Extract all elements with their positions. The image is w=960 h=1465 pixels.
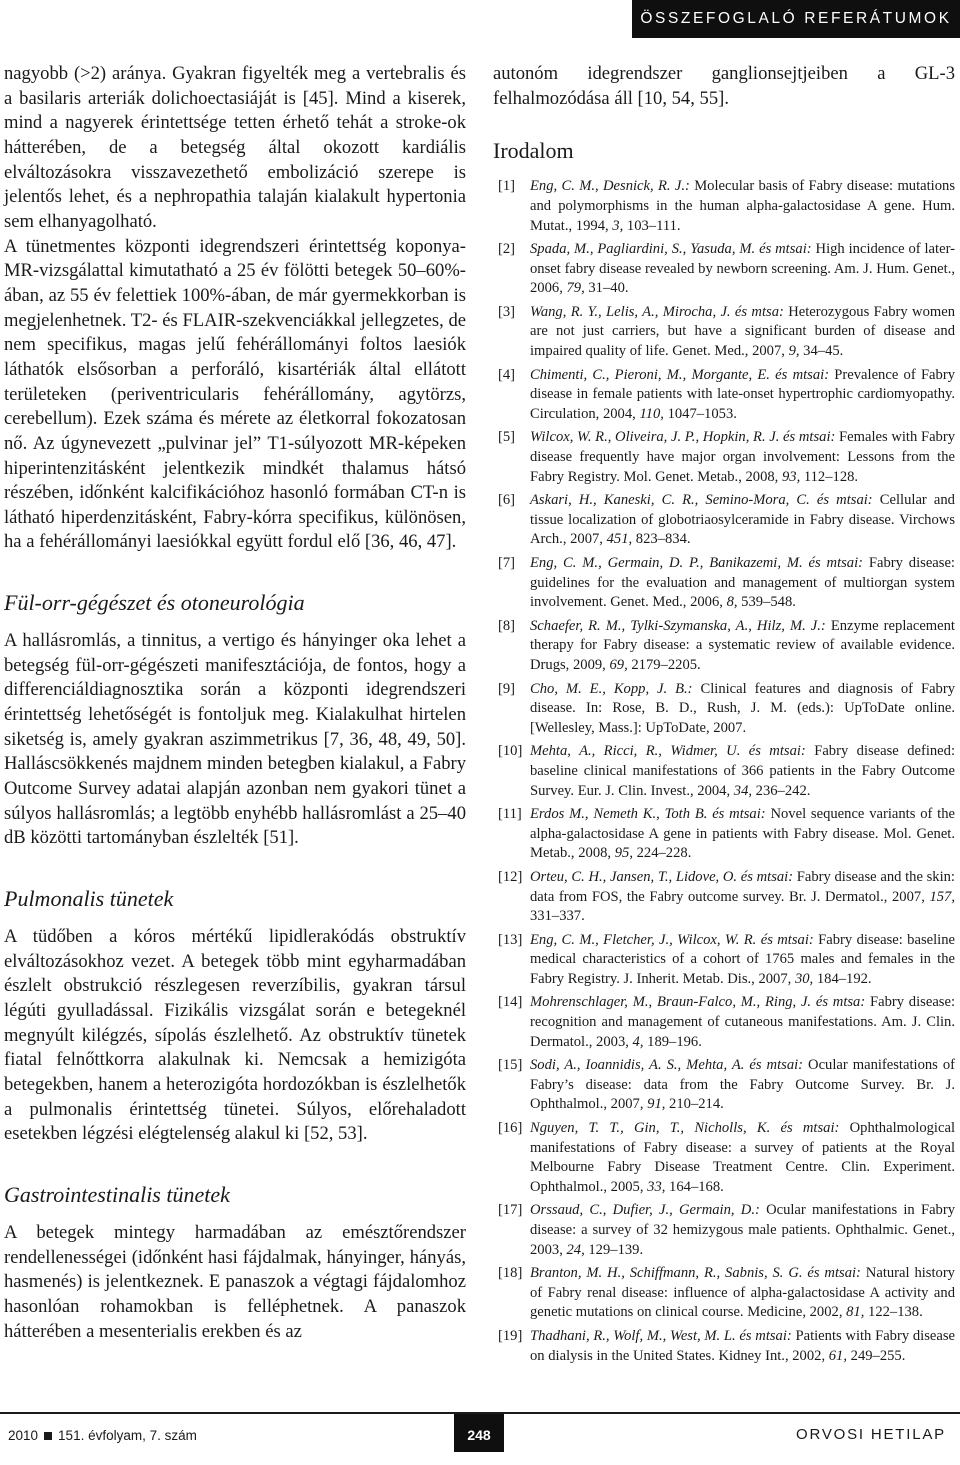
reference-authors: Wilcox, W. R., Oliveira, J. P., Hopkin, R. J. és mtsai: [530, 429, 836, 446]
reference-number: [12] [498, 868, 523, 885]
reference-volume: 24, [566, 1241, 585, 1258]
reference-authors: Erdos M., Nemeth K., Toth B. és mtsai: [530, 806, 766, 823]
reference-number: [15] [498, 1057, 523, 1074]
reference-authors: Wang, R. Y., Lelis, A., Mirocha, J. és mtsa: [530, 303, 784, 320]
reference-pages: 331–337. [530, 908, 585, 925]
paragraph-gastrointestinal: A betegek mintegy harmadában az emésztőrendszer rendellenességei (időnként hasi fájdalmak, hányinger, hányás, hasmenés) is jelentkeznek. E panaszok a végtagi fájdalomhoz hasonlóan rohamokban is felléphetnek. A panaszok hátterében a mesenterialis erekben és az [4, 1221, 466, 1342]
reference-pages: 34–45. [799, 343, 844, 360]
reference-item [493, 240, 955, 299]
reference-item [493, 366, 955, 425]
reference-text: Ocular manifestations of Fabry’s disease: data from the Fabry Outcome Survey. Br. J. Ophthalmol., 2007, [530, 1057, 956, 1113]
reference-number: [19] [498, 1327, 523, 1344]
reference-item [493, 931, 955, 990]
reference-number: [2] [498, 241, 516, 258]
reference-pages: 103–111. [623, 217, 681, 234]
reference-item [493, 993, 955, 1052]
reference-authors: Thadhani, R., Wolf, M., West, M. L. és mtsai: [530, 1327, 792, 1344]
paragraph-continuation: autonóm idegrendszer ganglionsejtjeiben a GL-3 felhalmozódása áll [10, 54, 55]. [493, 63, 955, 109]
left-column [4, 62, 466, 1344]
reference-text: Cellular and tissue localization of globotriaosylceramide in Fabry disease. Virchows Arch., 2007, [530, 492, 955, 548]
reference-authors: Eng, C. M., Desnick, R. J.: [530, 178, 690, 195]
reference-pages: 164–168. [665, 1178, 724, 1195]
reference-number: [14] [498, 994, 523, 1011]
reference-number: [8] [498, 617, 516, 634]
reference-pages: 129–139. [584, 1241, 644, 1258]
reference-pages: 539–548. [737, 594, 796, 611]
reference-volume: 451, [606, 531, 633, 548]
reference-item [493, 491, 955, 550]
reference-authors: Cho, M. E., Kopp, J. B.: [530, 680, 693, 697]
reference-item [493, 554, 955, 613]
reference-text: Fabry disease: recognition and management of cutaneous manifestations. Am. J. Clin. Dermatol., 2003, [530, 994, 956, 1050]
reference-number: [11] [498, 806, 522, 823]
reference-authors: Chimenti, C., Pieroni, M., Morgante, E. és mtsai: [530, 366, 830, 383]
reference-pages: 224–228. [632, 845, 692, 862]
reference-volume: 9, [788, 343, 800, 360]
reference-authors: Spada, M., Pagliardini, S., Yasuda, M. és mtsai: [530, 241, 812, 258]
reference-volume: 30, [794, 970, 814, 987]
reference-volume: 3, [612, 217, 624, 234]
reference-item [493, 177, 955, 236]
reference-number: [4] [498, 366, 516, 383]
reference-item [493, 742, 955, 801]
reference-text: Prevalence of Fabry disease in female patients with late-onset hypertrophic cardiomyopathy. Circulation, 2004, [530, 366, 955, 422]
reference-text: Natural history of Fabry renal disease: influence of alpha-galactosidase A activity and genetic mutations on clinical course. Medicine, 2002, [530, 1265, 955, 1321]
reference-authors: Eng, C. M., Fletcher, J., Wilcox, W. R. és mtsai: [530, 931, 814, 948]
reference-pages: 189–196. [643, 1033, 702, 1050]
reference-authors: Nguyen, T. T., Gin, T., Nicholls, K. és mtsai: [530, 1120, 840, 1137]
reference-pages: 122–138. [864, 1304, 923, 1321]
heading-references: Irodalom [493, 138, 574, 164]
reference-number: [16] [498, 1120, 523, 1137]
journal-name: ORVOSI HETILAP [796, 1426, 946, 1443]
reference-volume: 34, [733, 782, 753, 799]
reference-volume: 81, [846, 1304, 865, 1321]
reference-item [493, 428, 955, 487]
reference-item [493, 868, 955, 927]
reference-number: [18] [498, 1265, 523, 1282]
reference-number: [9] [498, 680, 516, 697]
reference-authors: Branton, M. H., Schiffmann, R., Sabnis, S. G. és mtsai: [530, 1265, 861, 1282]
reference-volume: 61, [828, 1347, 847, 1364]
reference-text: Patients with Fabry disease on dialysis in the United States. Kidney Int., 2002, [530, 1327, 955, 1364]
issue-volume: 151. évfolyam, 7. szám [58, 1428, 197, 1443]
reference-item [493, 1264, 955, 1323]
reference-item [493, 617, 955, 676]
reference-pages: 236–242. [752, 782, 811, 799]
reference-number: [7] [498, 555, 516, 571]
reference-list [493, 177, 955, 1366]
reference-number: [13] [498, 931, 523, 948]
reference-text: Fabry disease: guidelines for the evaluation and management of multiorgan system involvement. Genet. Med., 2006, [530, 555, 955, 611]
reference-pages: 823–834. [632, 531, 691, 548]
reference-volume: 69, [609, 656, 628, 673]
page-header [0, 0, 960, 38]
right-column [493, 62, 955, 1370]
reference-item [493, 1119, 955, 1197]
reference-item [493, 303, 955, 362]
square-bullet-icon [44, 1432, 52, 1440]
reference-authors: Schaefer, R. M., Tylki-Szymanska, A., Hilz, M. J.: [530, 617, 826, 634]
reference-pages: 184–192. [813, 970, 872, 987]
reference-item [493, 680, 955, 739]
reference-text: Clinical features and diagnosis of Fabry disease. In: Rose, B. D., Rush, J. M. (eds.): UpToDate online. [Wellesley, Mass.]: UpToDate, 2007. [530, 680, 956, 736]
reference-item [493, 1056, 955, 1115]
reference-authors: Mehta, A., Ricci, R., Widmer, U. és mtsai: [530, 743, 806, 760]
reference-number: [5] [498, 429, 516, 446]
reference-pages: 31–40. [584, 280, 629, 297]
reference-number: [6] [498, 492, 516, 509]
reference-item [493, 805, 955, 864]
reference-authors: Orssaud, C., Dufier, J., Germain, D.: [530, 1202, 760, 1219]
reference-text: Fabry disease: baseline medical characteristics of a cohort of 1765 males and females in the Fabry Registry. J. Inherit. Metab. Dis., 2007, [530, 931, 955, 987]
reference-authors: Mohrenschlager, M., Braun-Falco, M., Ring, J. és mtsa: [530, 994, 866, 1011]
reference-pages: 2179–2205. [627, 656, 701, 673]
heading-gastrointestinal: Gastrointestinalis tünetek [4, 1181, 230, 1207]
reference-text: Enzyme replacement therapy for Fabry disease: a systematic review of available evidence. Drugs, 2009, [530, 617, 955, 673]
reference-pages: 249–255. [847, 1347, 906, 1364]
reference-number: [3] [498, 303, 516, 320]
reference-volume: 79, [566, 280, 585, 297]
reference-pages: 1047–1053. [663, 405, 737, 422]
reference-text: Females with Fabry disease frequently have major organ involvement: Lessons from the Fabry Registry. Mol. Genet. Metab., 2008, [530, 429, 955, 485]
reference-authors: Askari, H., Kaneski, C. R., Semino-Mora, C. és mtsai: [530, 492, 873, 509]
reference-number: [1] [498, 178, 516, 195]
reference-text: Ocular manifestations in Fabry disease: a survey of 32 hemizygous male patients. Ophthalmic. Genet., 2003, [530, 1202, 955, 1258]
reference-text: High incidence of later-onset fabry disease revealed by newborn screening. Am. J. Hum. Genet., 2006, [530, 241, 955, 297]
reference-text: Heterozygous Fabry women are not just carriers, but have a significant burden of disease and impaired quality of life. Genet. Med., 2007, [530, 303, 955, 360]
reference-volume: 8, [726, 594, 738, 611]
paragraph-mri: A tünetmentes központi idegrendszeri érintettség koponya-MR-vizsgálattal kimutatható a 25 év fölötti betegek 50–60%-ában, az 55 év felettiek 100%-ában, de már gyermekkorban is megjelenhetnek. T2- és FLAIR-szekvenciákkal jellegzetes, de nem specifikus, magas jelű fehérállományi foltos laesiók láthatók elsősorban a perforáló, kisartériák által ellátott területeken (periventricularis fehérállomány, agytörzs, cerebellum). Ezek száma és mérete az életkorral fokozatosan nő. Az úgynevezett „pulvinar jel” T1-súlyozott MR-képeken hiperintenzitásként jelentkezik mindkét thalamus hátsó részében, időnként kalcifikációhoz hasonló formában CT-n is látható hiperdenzitásként, Fabry-kórra specifikus, különösen, ha a fehérállományi laesiókkal együtt fordul elő [36, 46, 47]. [4, 235, 466, 553]
reference-authors: Sodi, A., Ioannidis, A. S., Mehta, A. és mtsai: [530, 1057, 804, 1074]
paragraph-ent: A hallásromlás, a tinnitus, a vertigo és hányinger oka lehet a betegség fül-orr-gégészeti manifesztációja, de fontos, hogy a differenciáldiagnosztika során a központi idegrendszeri érintettség lehetőségét is fontoljuk meg. Kialakulhat hirtelen siketség is, amely gyakran aszimmetrikus [7, 36, 48, 49, 50]. Halláscsökkenés majdnem minden betegben kialakul, a Fabry Outcome Survey adatai alapján azonban nem gyakori tünet a súlyos hallásromlás; a legtöbb enyhébb hallásromlást a 25–40 dB közötti tartományban észlelték [51]. [4, 630, 466, 849]
reference-volume: 95, [614, 845, 633, 862]
reference-text: Fabry disease and the skin: data from FOS, the Fabry outcome survey. Br. J. Dermatol., 2007, [530, 868, 955, 905]
reference-volume: 33, [647, 1178, 666, 1195]
section-label: ÖSSZEFOGLALÓ REFERÁTUMOK [632, 0, 960, 38]
reference-number: [17] [498, 1202, 523, 1219]
page-footer [0, 1400, 960, 1465]
heading-pulmonary: Pulmonalis tünetek [4, 886, 174, 912]
heading-ent: Fül-orr-gégészet és otoneurológia [4, 590, 305, 616]
issue-year: 2010 [8, 1428, 39, 1443]
reference-volume: 91, [647, 1096, 666, 1113]
issue-info [8, 1428, 197, 1443]
reference-item [493, 1327, 955, 1366]
reference-volume: 157, [929, 888, 955, 905]
page-number: 248 [454, 1414, 504, 1452]
reference-text: Molecular basis of Fabry disease: mutations and polymorphisms in the human alpha-galactosidase A gene. Hum. Mutat., 1994, [530, 178, 956, 234]
paragraph-pulmonary: A tüdőben a kóros mértékű lipidlerakódás obstruktív elváltozásokhoz vezet. A betegek több mint egyharmadában észlelt obstrukció részlegesen reverzíbilis, gyakran társul légúti gyulladással. Fizikális vizsgálat során e betegeknél megnyúlt kilégzés, sípolás észlelhető. Az obstruktív tünetek fiatal felnőttkorra alakulnak ki. Nemcsak a hemizigóta betegekben, hanem a heterozigóta hordozókban is észlelhetők a pulmonalis érintettség tünetei. Súlyos, előrehaladott esetekben légzési elégtelenség alakul ki [52, 53]. [4, 926, 466, 1145]
reference-pages: 210–214. [665, 1096, 724, 1113]
reference-number: [10] [498, 743, 523, 760]
reference-volume: 4, [632, 1033, 644, 1050]
reference-authors: Orteu, C. H., Jansen, T., Lidove, O. és mtsai: [530, 868, 794, 885]
reference-item [493, 1201, 955, 1260]
reference-text: Novel sequence variants of the alpha-galactosidase A gene in patients with Fabry disease. Mol. Genet. Metab., 2008, [530, 806, 956, 862]
paragraph-stroke: nagyobb (>2) aránya. Gyakran figyelték meg a vertebralis és a basilaris arteriák dolichoectasiáját is [45]. Mind a kiserek, mind a nagyerek érintettsége tetten érhető tehát a stroke-ok hátterében, de a betegség által okozott kardiális elváltozásokra visszavezethető embolizáció szerepe is jelentős lehet, és a nephropathia talaján kialakult hypertonia sem elhanyagolható. [4, 63, 466, 232]
reference-pages: 112–128. [800, 468, 859, 485]
reference-volume: 110, [639, 405, 664, 422]
reference-authors: Eng, C. M., Germain, D. P., Banikazemi, M. és mtsai: [530, 555, 864, 571]
reference-text: Ophthalmological manifestations of Fabry disease: a survey of patients at the Royal Melbourne Fabry Disease Treatment Centre. Clin. Experiment. Ophthalmol., 2005, [530, 1120, 955, 1195]
reference-volume: 93, [781, 468, 801, 485]
reference-text: Fabry disease defined: baseline clinical manifestations of 366 patients in the Fabry Outcome Survey. Eur. J. Clin. Invest., 2004, [530, 743, 956, 799]
